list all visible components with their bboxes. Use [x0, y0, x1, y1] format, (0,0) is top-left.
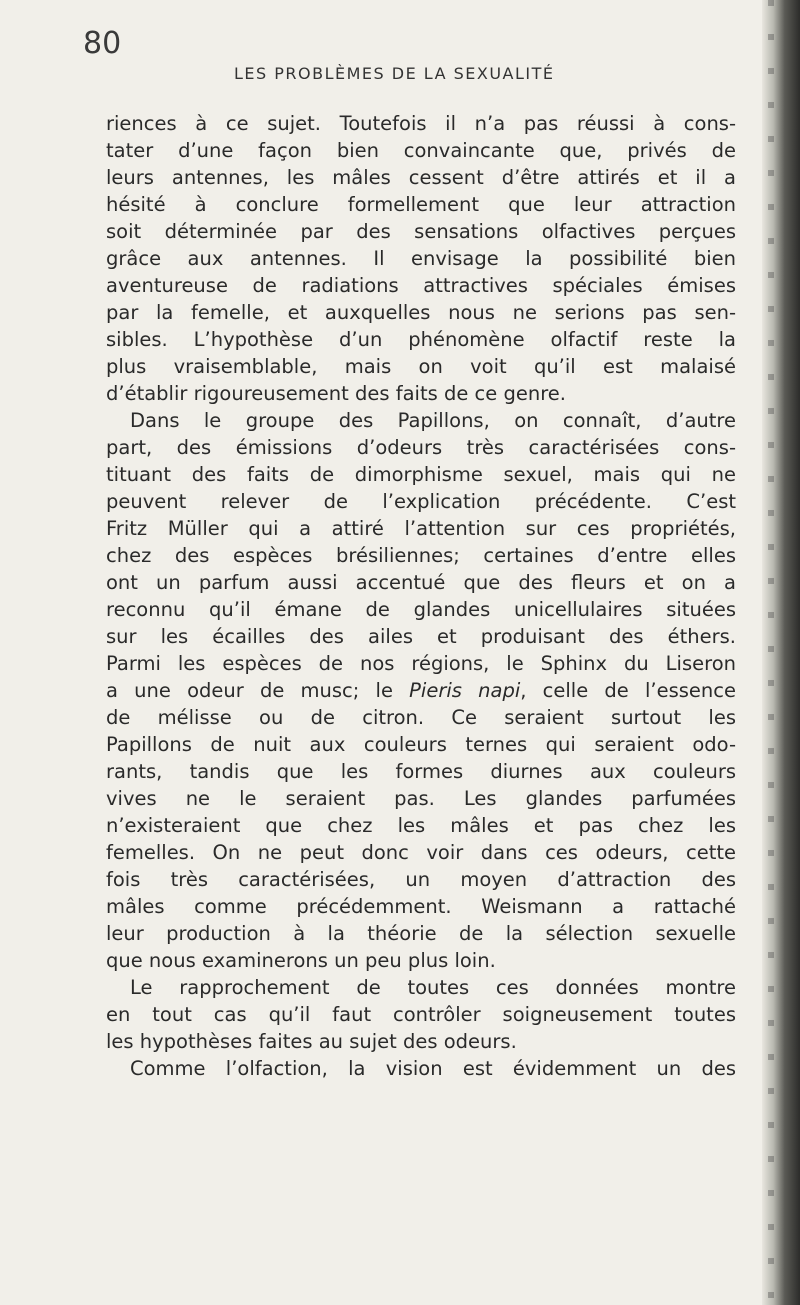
- text-line: soit déterminée par des sensations olfactives perçues: [106, 220, 736, 243]
- text-line: [106, 677, 736, 704]
- text-line: vives ne le seraient pas. Les glandes parfumées: [106, 787, 736, 810]
- text-line: leurs antennes, les mâles cessent d’être attirés et il a: [106, 166, 736, 189]
- text-line: Le rapprochement de toutes ces données montre: [130, 976, 736, 999]
- text-line: ont un parfum aussi accentué que des fleurs et on a: [106, 571, 736, 594]
- text-line: par la femelle, et auxquelles nous ne serions pas sen-: [106, 301, 736, 324]
- text-line: leur production à la théorie de la sélection sexuelle: [106, 922, 736, 945]
- text-line: Parmi les espèces de nos régions, le Sphinx du Liseron: [106, 652, 736, 675]
- text-line: reconnu qu’il émane de glandes unicellulaires situées: [106, 598, 736, 621]
- text-line: fois très caractérisées, un moyen d’attraction des: [106, 868, 736, 891]
- text-line: Fritz Müller qui a attiré l’attention sur ces propriétés,: [106, 517, 736, 540]
- text-line: peuvent relever de l’explication précédente. C’est: [106, 490, 736, 513]
- text-line: Dans le groupe des Papillons, on connaît, d’autre: [130, 409, 736, 432]
- text-line: femelles. On ne peut donc voir dans ces odeurs, cette: [106, 841, 736, 864]
- text-line: Papillons de nuit aux couleurs ternes qui seraient odo-: [106, 733, 736, 756]
- text-line: part, des émissions d’odeurs très caractérisées cons-: [106, 436, 736, 459]
- italic-species-name: Pieris napi: [409, 679, 521, 702]
- text-line: n’existeraient que chez les mâles et pas chez les: [106, 814, 736, 837]
- text-line: hésité à conclure formellement que leur attraction: [106, 193, 736, 216]
- text-line: plus vraisemblable, mais on voit qu’il est malaisé: [106, 355, 736, 378]
- text-line: tater d’une façon bien convaincante que, privés de: [106, 139, 736, 162]
- text-line: chez des espèces brésiliennes; certaines d’entre elles: [106, 544, 736, 567]
- text-line: Comme l’olfaction, la vision est évidemment un des: [130, 1057, 736, 1080]
- text-line: de mélisse ou de citron. Ce seraient surtout les: [106, 706, 736, 729]
- text-line: mâles comme précédemment. Weismann a rattaché: [106, 895, 736, 918]
- text-line: sur les écailles des ailes et produisant des éthers.: [106, 625, 736, 648]
- text-line-end: , celle de l’essence: [520, 679, 736, 702]
- body-text: [106, 110, 736, 1082]
- running-head: LES PROBLÈMES DE LA SEXUALITÉ: [234, 64, 555, 83]
- text-line: rants, tandis que les formes diurnes aux couleurs: [106, 760, 736, 783]
- text-line: grâce aux antennes. Il envisage la possibilité bien: [106, 247, 736, 270]
- page-number: 80: [83, 26, 122, 61]
- text-line: sibles. L’hypothèse d’un phénomène olfactif reste la: [106, 328, 736, 351]
- text-line: en tout cas qu’il faut contrôler soigneusement toutes: [106, 1003, 736, 1026]
- text-line-start: a une odeur de musc; le: [106, 679, 410, 702]
- text-line: tituant des faits de dimorphisme sexuel, mais qui ne: [106, 463, 736, 486]
- text-line: aventureuse de radiations attractives spéciales émises: [106, 274, 736, 297]
- text-line: que nous examinerons un peu plus loin.: [106, 949, 496, 972]
- book-binding-edge: [762, 0, 800, 1305]
- text-line: d’établir rigoureusement des faits de ce genre.: [106, 382, 566, 405]
- text-line: riences à ce sujet. Toutefois il n’a pas réussi à cons-: [106, 112, 736, 135]
- text-line: les hypothèses faites au sujet des odeurs.: [106, 1030, 517, 1053]
